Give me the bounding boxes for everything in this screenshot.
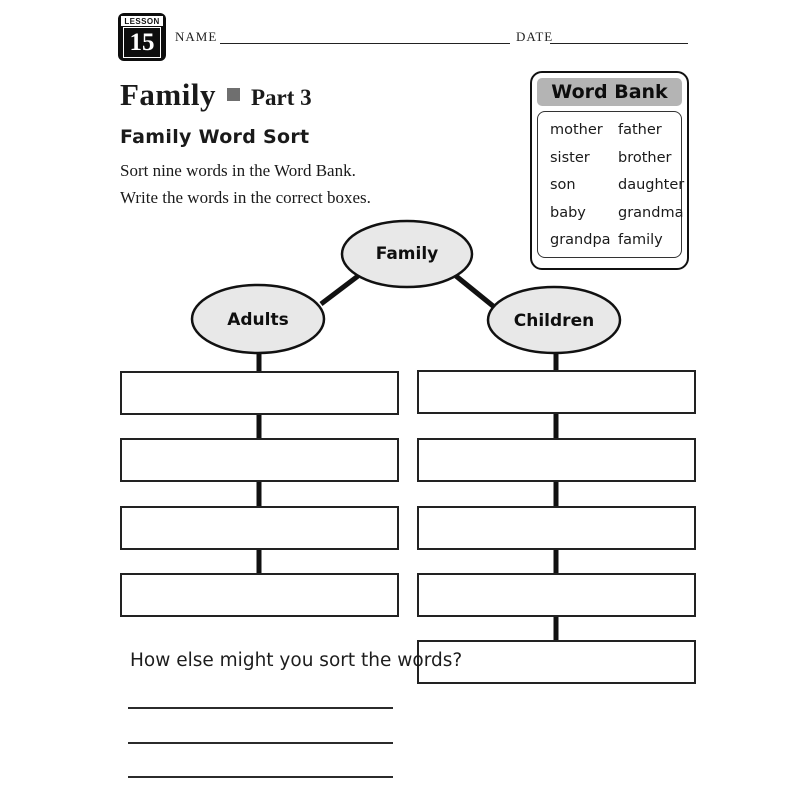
- children-answer-box-1[interactable]: [417, 370, 696, 414]
- word-bank-word: mother: [550, 122, 603, 138]
- family-oval-label: Family: [375, 244, 439, 264]
- answer-writing-line-2[interactable]: [128, 742, 393, 744]
- activity-heading: Family Word Sort: [120, 126, 310, 148]
- word-bank-word: sister: [550, 149, 590, 166]
- answer-writing-line-3[interactable]: [128, 776, 393, 778]
- word-bank-title: Word Bank: [537, 78, 682, 106]
- date-label: DATE: [516, 29, 554, 44]
- adults-answer-box-4[interactable]: [120, 573, 399, 617]
- word-bank-word: grandma: [618, 204, 684, 221]
- title-part: Part 3: [251, 85, 312, 110]
- word-bank-word: son: [550, 177, 576, 193]
- adults-answer-box-3[interactable]: [120, 506, 399, 550]
- children-oval-label: Children: [513, 311, 595, 331]
- word-bank-word: grandpa: [550, 232, 611, 248]
- adults-answer-box-2[interactable]: [120, 438, 399, 482]
- children-answer-box-4[interactable]: [417, 573, 696, 617]
- link-family-children: [456, 276, 493, 306]
- children-answer-box-3[interactable]: [417, 506, 696, 550]
- link-family-adults: [321, 276, 358, 304]
- instruction-line-1: Sort nine words in the Word Bank.: [120, 161, 356, 180]
- lesson-badge-label: LESSON: [121, 16, 162, 26]
- title-main: Family: [120, 77, 216, 112]
- word-bank-word: family: [618, 232, 663, 248]
- word-bank-word: brother: [618, 149, 672, 166]
- instruction-line-2: Write the words in the correct boxes.: [120, 188, 371, 207]
- extension-question: How else might you sort the words?: [130, 650, 463, 671]
- word-bank-word: father: [618, 122, 662, 138]
- adults-answer-box-1[interactable]: [120, 371, 399, 415]
- name-label: NAME: [175, 29, 218, 44]
- lesson-number: 15: [123, 27, 161, 58]
- word-bank-word: daughter: [618, 177, 685, 193]
- adults-oval-label: Adults: [227, 310, 289, 330]
- children-answer-box-2[interactable]: [417, 438, 696, 482]
- word-bank-word: baby: [550, 204, 586, 221]
- answer-writing-line-1[interactable]: [128, 707, 393, 709]
